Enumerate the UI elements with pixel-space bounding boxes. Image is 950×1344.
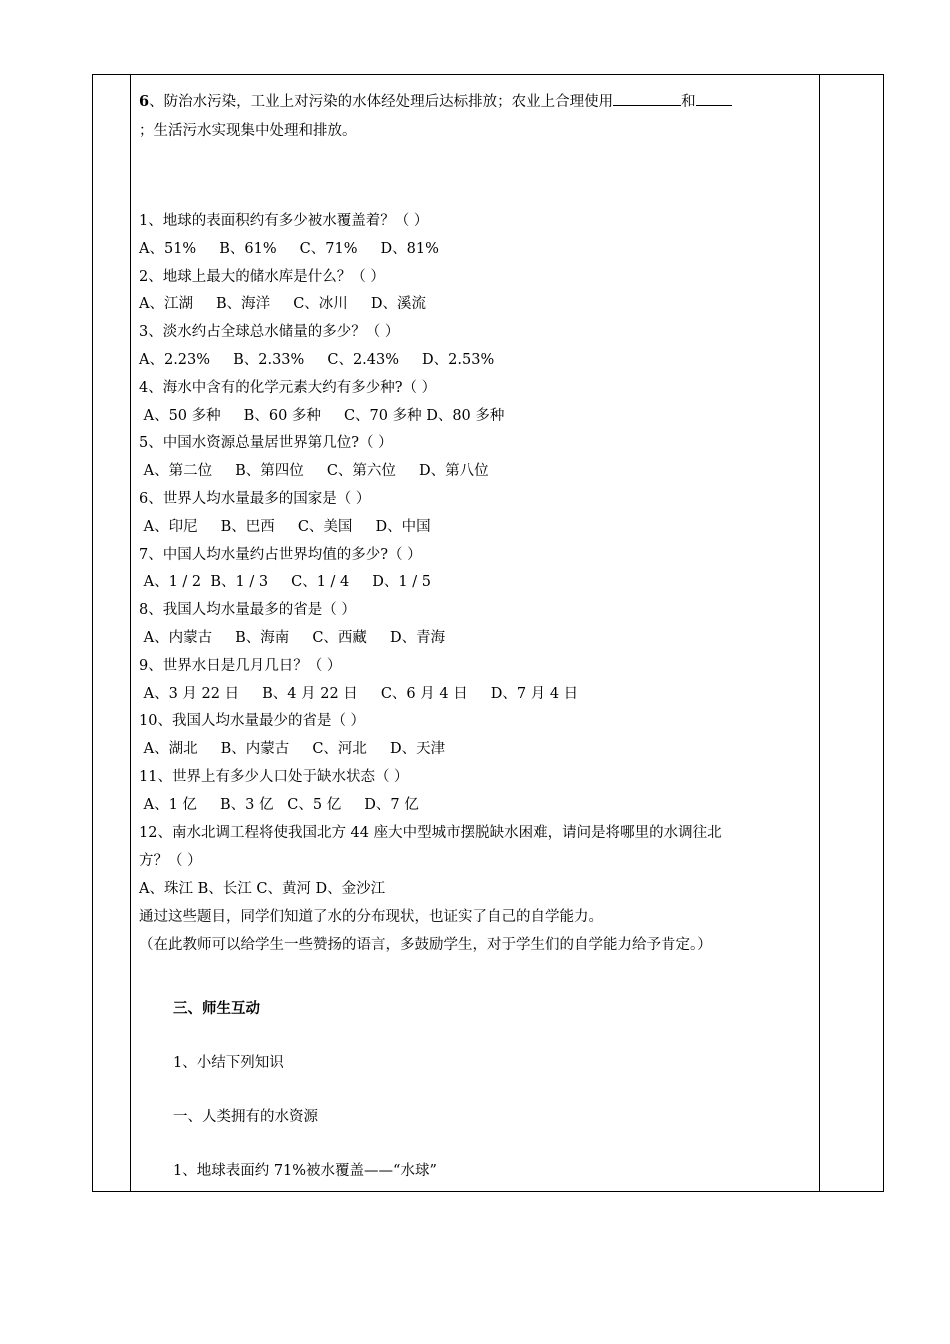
quiz-question: 10、我国人均水量最少的省是（ ） bbox=[139, 713, 366, 730]
quiz-answers: A、湖北 B、内蒙古 C、河北 D、天津 bbox=[139, 741, 446, 758]
quiz-question: 2、地球上最大的储水库是什么？（ ） bbox=[139, 268, 385, 285]
quiz-answers: A、内蒙古 B、海南 C、西藏 D、青海 bbox=[139, 630, 446, 646]
section-3-heading: 一、人类拥有的水资源 bbox=[173, 1109, 318, 1125]
right-column-divider bbox=[819, 75, 820, 1191]
question-12-line1: 12、南水北调工程将使我国北方 44 座大中型城市摆脱缺水困难，请问是将哪里的水调往北 bbox=[139, 825, 722, 841]
paragraph-6-text: 、防治水污染，工业上对污染的水体经处理后达标排放；农业上合理使用 bbox=[149, 94, 614, 110]
quiz-answers: A、51% B、61% C、71% D、81% bbox=[139, 240, 439, 257]
summary-text: 通过这些题目，同学们知道了水的分布现状，也证实了自己的自学能力。 bbox=[139, 909, 603, 925]
quiz-question: 7、中国人均水量约占世界均值的多少?（ ） bbox=[139, 546, 422, 563]
question-12-answers: A、珠江 B、长江 C、黄河 D、金沙江 bbox=[139, 881, 386, 897]
section-3-item-2: 1、地球表面约 71%被水覆盖——“水球” bbox=[173, 1163, 437, 1179]
paragraph-6-line1 bbox=[139, 91, 732, 112]
quiz-question: 6、世界人均水量最多的国家是（ ） bbox=[139, 491, 371, 507]
quiz-answers: A、3 月 22 日 B、4 月 22 日 C、6 月 4 日 D、7 月 4 日 bbox=[139, 685, 579, 702]
quiz-answers: A、第二位 B、第四位 C、第六位 D、第八位 bbox=[139, 463, 489, 480]
quiz-question: 5、中国水资源总量居世界第几位?（ ） bbox=[139, 435, 393, 452]
teacher-note: （在此教师可以给学生一些赞扬的语言，多鼓励学生，对于学生们的自学能力给予肯定。） bbox=[139, 937, 712, 953]
lesson-table bbox=[92, 74, 884, 1192]
paragraph-6-number: 6 bbox=[139, 93, 150, 110]
quiz-question: 3、淡水约占全球总水储量的多少？（ ） bbox=[139, 324, 400, 341]
quiz-question: 9、世界水日是几月几日？（ ） bbox=[139, 657, 342, 674]
fill-blank-2[interactable] bbox=[696, 91, 732, 106]
quiz-question: 1、地球的表面积约有多少被水覆盖着？（ ） bbox=[139, 213, 429, 229]
quiz-answers: A、江湖 B、海洋 C、冰川 D、溪流 bbox=[139, 296, 426, 313]
quiz-answers: A、1 / 2 B、1 / 3 C、1 / 4 D、1 / 5 bbox=[139, 574, 431, 591]
fill-blank-1[interactable] bbox=[613, 91, 681, 106]
quiz-question: 8、我国人均水量最多的省是（ ） bbox=[139, 602, 356, 619]
quiz-answers: A、2.23% B、2.33% C、2.43% D、2.53% bbox=[139, 352, 495, 368]
paragraph-6-line2: ；生活污水实现集中处理和排放。 bbox=[139, 123, 357, 139]
section-3-item-1: 1、小结下列知识 bbox=[173, 1055, 284, 1071]
left-column-divider bbox=[130, 75, 131, 1191]
paragraph-6-and: 和 bbox=[681, 94, 696, 110]
quiz-answers: A、1 亿 B、3 亿 C、5 亿 D、7 亿 bbox=[139, 796, 419, 813]
quiz-answers: A、50 多种 B、60 多种 C、70 多种 D、80 多种 bbox=[139, 407, 505, 424]
quiz-question: 11、世界上有多少人口处于缺水状态（ ） bbox=[139, 769, 409, 785]
question-12-line2: 方？（ ） bbox=[139, 853, 202, 869]
section-3-title: 三、师生互动 bbox=[173, 1000, 260, 1017]
quiz-question: 4、海水中含有的化学元素大约有多少种?（ ） bbox=[139, 379, 437, 396]
quiz-answers: A、印尼 B、巴西 C、美国 D、中国 bbox=[139, 518, 431, 535]
